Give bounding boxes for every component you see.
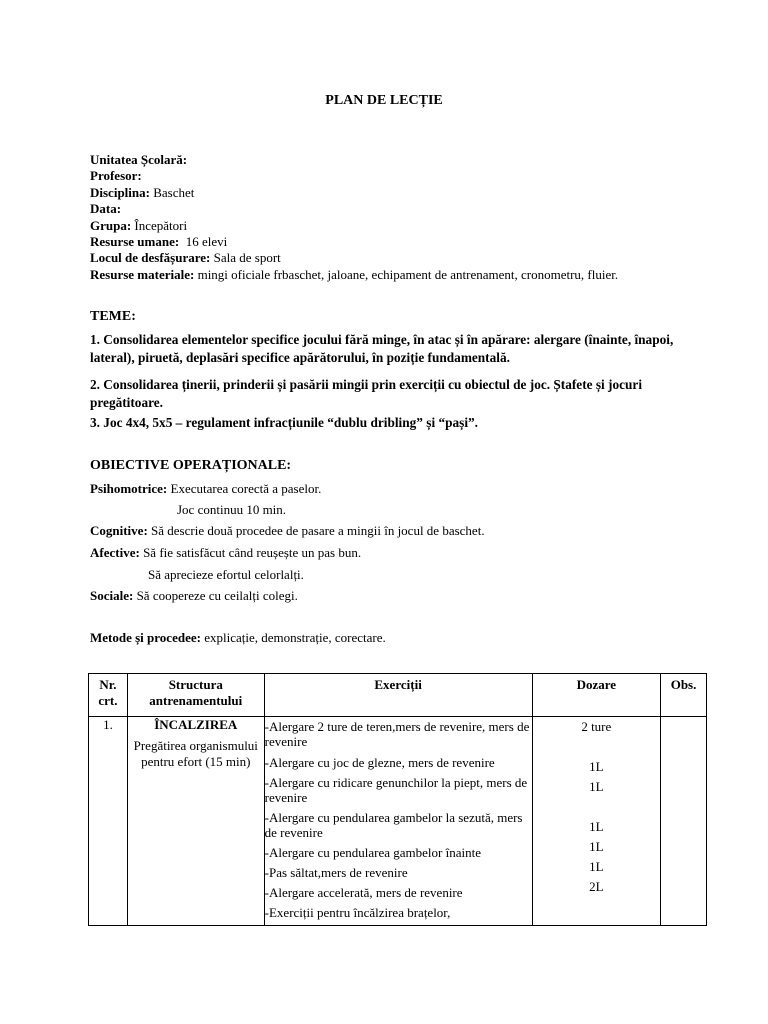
row-obs (661, 717, 707, 926)
dozare-item: 1L (589, 779, 604, 794)
exercise-item: -Pas săltat,mers de revenire (264, 865, 408, 880)
header-structura: Structura antrenamentului (127, 674, 264, 717)
afective-text-2: Să aprecieze efortul celorlalți. (148, 567, 304, 582)
exercise-item: -Exerciții pentru încălzirea brațelor, (264, 905, 451, 920)
sociale-label: Sociale: (90, 588, 134, 603)
obiectiv-afective (90, 545, 361, 561)
header-exercitii: Exerciții (264, 674, 532, 717)
exercise-item: -Alergare cu pendularea gambelor înainte (264, 845, 481, 860)
exercise-item: -Alergare cu pendularea gambelor la sezută, mers de revenire (264, 810, 523, 840)
row-nr: 1. (89, 717, 128, 926)
metode-label: Metode și procedee: (90, 630, 201, 645)
info-resurse-materiale-value: mingi oficiale frbaschet, jaloane, echipament de antrenament, cronometru, fluier. (194, 266, 619, 282)
info-data (90, 201, 618, 217)
info-grupa (90, 218, 618, 234)
exercise-item: -Alergare 2 ture de teren,mers de revenire, mers de revenire (264, 719, 530, 749)
metode-text: explicație, demonstrație, corectare. (200, 630, 386, 645)
header-dozare: Dozare (532, 674, 661, 717)
info-locul-label: Locul de desfășurare: (90, 250, 211, 266)
info-disciplina-label: Disciplina: (90, 184, 150, 200)
info-disciplina (90, 185, 618, 201)
teme-heading: TEME: (90, 309, 136, 324)
info-data-label: Data: (90, 201, 122, 217)
header-nr: Nr. crt. (89, 674, 128, 717)
info-grupa-value: Începători (131, 217, 188, 233)
tema-2: 2. Consolidarea ținerii, prinderii și pasării mingii prin exerciții cu obiectul de joc. Ștafete și jocuri pregătitoare. (90, 377, 643, 410)
info-locul-value: Sala de sport (210, 250, 281, 266)
info-locul (90, 250, 618, 266)
psihomotrice-text-2: Joc continuu 10 min. (177, 502, 287, 517)
obiectiv-cognitive (90, 523, 485, 539)
dozare-item: 1L (589, 759, 604, 774)
obiectiv-psihomotrice (90, 481, 321, 497)
psihomotrice-label: Psihomotrice: (90, 481, 168, 496)
dozare-item: 2 ture (581, 719, 612, 734)
header-obs: Obs. (661, 674, 707, 717)
page-title: PLAN DE LECȚIE (325, 93, 443, 108)
afective-label: Afective: (90, 545, 140, 560)
info-profesor-label: Profesor: (90, 168, 142, 184)
exercise-item: -Alergare accelerată, mers de revenire (264, 885, 463, 900)
row-exercitii (264, 717, 532, 926)
info-resurse-materiale-label: Resurse materiale: (90, 266, 195, 282)
cognitive-label: Cognitive: (90, 523, 148, 538)
info-profesor (90, 168, 618, 184)
exercise-item: -Alergare cu ridicare genunchilor la piept, mers de revenire (264, 775, 528, 805)
exercise-item: -Alergare cu joc de glezne, mers de revenire (264, 755, 495, 770)
psihomotrice-text-1: Executarea corectă a paselor. (167, 481, 322, 496)
info-resurse-materiale (90, 267, 618, 283)
afective-text-1: Să fie satisfăcut când reușește un pas bun. (139, 545, 362, 560)
structura-description: Pregătirea organismului pentru efort (15 min) (133, 738, 258, 769)
info-grupa-label: Grupa: (90, 217, 132, 233)
dozare-item: 1L (589, 839, 604, 854)
info-unitate-label: Unitatea Școlară: (90, 152, 188, 167)
obiectiv-sociale (90, 588, 298, 604)
table-header-row (89, 674, 707, 717)
info-disciplina-value: Baschet (149, 184, 195, 200)
tema-1: 1. Consolidarea elementelor specifice jocului fără minge, în atac și în apărare: alergare (înainte, înapoi, lateral), piruetă, deplasări specifice apărătorului, în poziție fundamentală. (90, 332, 674, 365)
cognitive-text: Să descrie două procedee de pasare a mingii în jocul de baschet. (147, 523, 485, 538)
metode-procedee (90, 630, 386, 646)
dozare-item: 1L (589, 859, 604, 874)
info-resurse-umane (90, 234, 618, 250)
row-structura (127, 717, 264, 926)
info-resurse-umane-label: Resurse umane: (90, 234, 180, 250)
info-unitate (90, 152, 618, 168)
row-dozare (532, 717, 661, 926)
structura-title: ÎNCALZIREA (154, 717, 238, 732)
info-resurse-umane-value: 16 elevi (179, 234, 228, 250)
sociale-text: Să coopereze cu ceilalți colegi. (133, 588, 298, 603)
obiective-heading: OBIECTIVE OPERAȚIONALE: (90, 458, 292, 473)
dozare-item: 1L (589, 819, 604, 834)
tema-3: 3. Joc 4x4, 5x5 – regulament infracțiunile “dublu dribling” și “pași”. (90, 415, 478, 430)
dozare-item: 2L (589, 879, 604, 894)
table-row (89, 717, 707, 926)
lesson-table (88, 673, 707, 926)
lesson-info-block (90, 152, 618, 283)
